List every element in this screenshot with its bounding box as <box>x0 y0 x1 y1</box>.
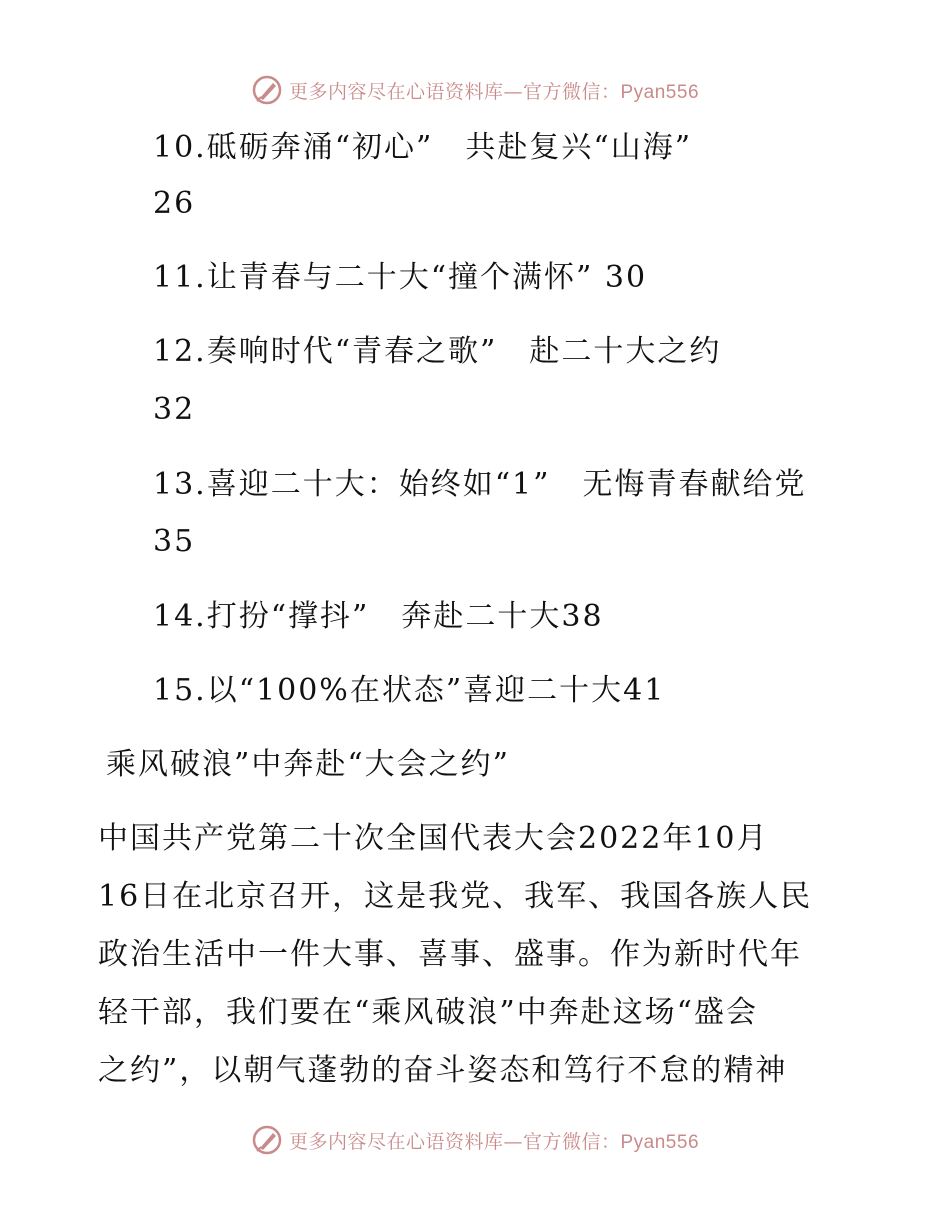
toc-item-13: 13.喜迎二十大：始终如“1” 无悔青春献给党 <box>153 467 807 502</box>
article-line-2: 16日在北京召开，这是我党、我军、我国各族人民 <box>98 879 813 914</box>
toc-item-13-page: 35 <box>153 524 196 559</box>
toc-item-12: 12.奏响时代“青春之歌” 赴二十大之约 <box>153 334 722 369</box>
toc-item-12-page: 32 <box>153 392 196 427</box>
article-line-4: 轻干部，我们要在“乘风破浪”中奔赴这场“盛会 <box>98 995 759 1030</box>
header-watermark <box>0 70 950 110</box>
toc-item-10-page: 26 <box>153 186 196 221</box>
watermark-text: 更多内容尽在心语资料库—官方微信：Pyan556 <box>288 1130 700 1153</box>
toc-item-11: 11.让青春与二十大“撞个满怀” 30 <box>153 260 648 295</box>
article-line-5: 之约”，以朝气蓬勃的奋斗姿态和笃行不怠的精神 <box>98 1053 788 1088</box>
footer-watermark <box>0 1120 950 1160</box>
toc-item-14: 14.打扮“撑抖” 奔赴二十大38 <box>153 599 604 634</box>
toc-item-15: 15.以“100%在状态”喜迎二十大41 <box>153 673 666 708</box>
article-line-1: 中国共产党第二十次全国代表大会2022年10月 <box>98 821 769 856</box>
pen-logo-icon <box>251 1124 283 1156</box>
article-line-3: 政治生活中一件大事、喜事、盛事。作为新时代年 <box>98 937 802 972</box>
watermark-text: 更多内容尽在心语资料库—官方微信：Pyan556 <box>288 80 700 103</box>
pen-logo-icon <box>251 74 283 106</box>
article-heading: 乘风破浪”中奔赴“大会之约” <box>106 747 511 782</box>
toc-item-10: 10.砥砺奔涌“初心” 共赴复兴“山海” <box>153 130 693 165</box>
